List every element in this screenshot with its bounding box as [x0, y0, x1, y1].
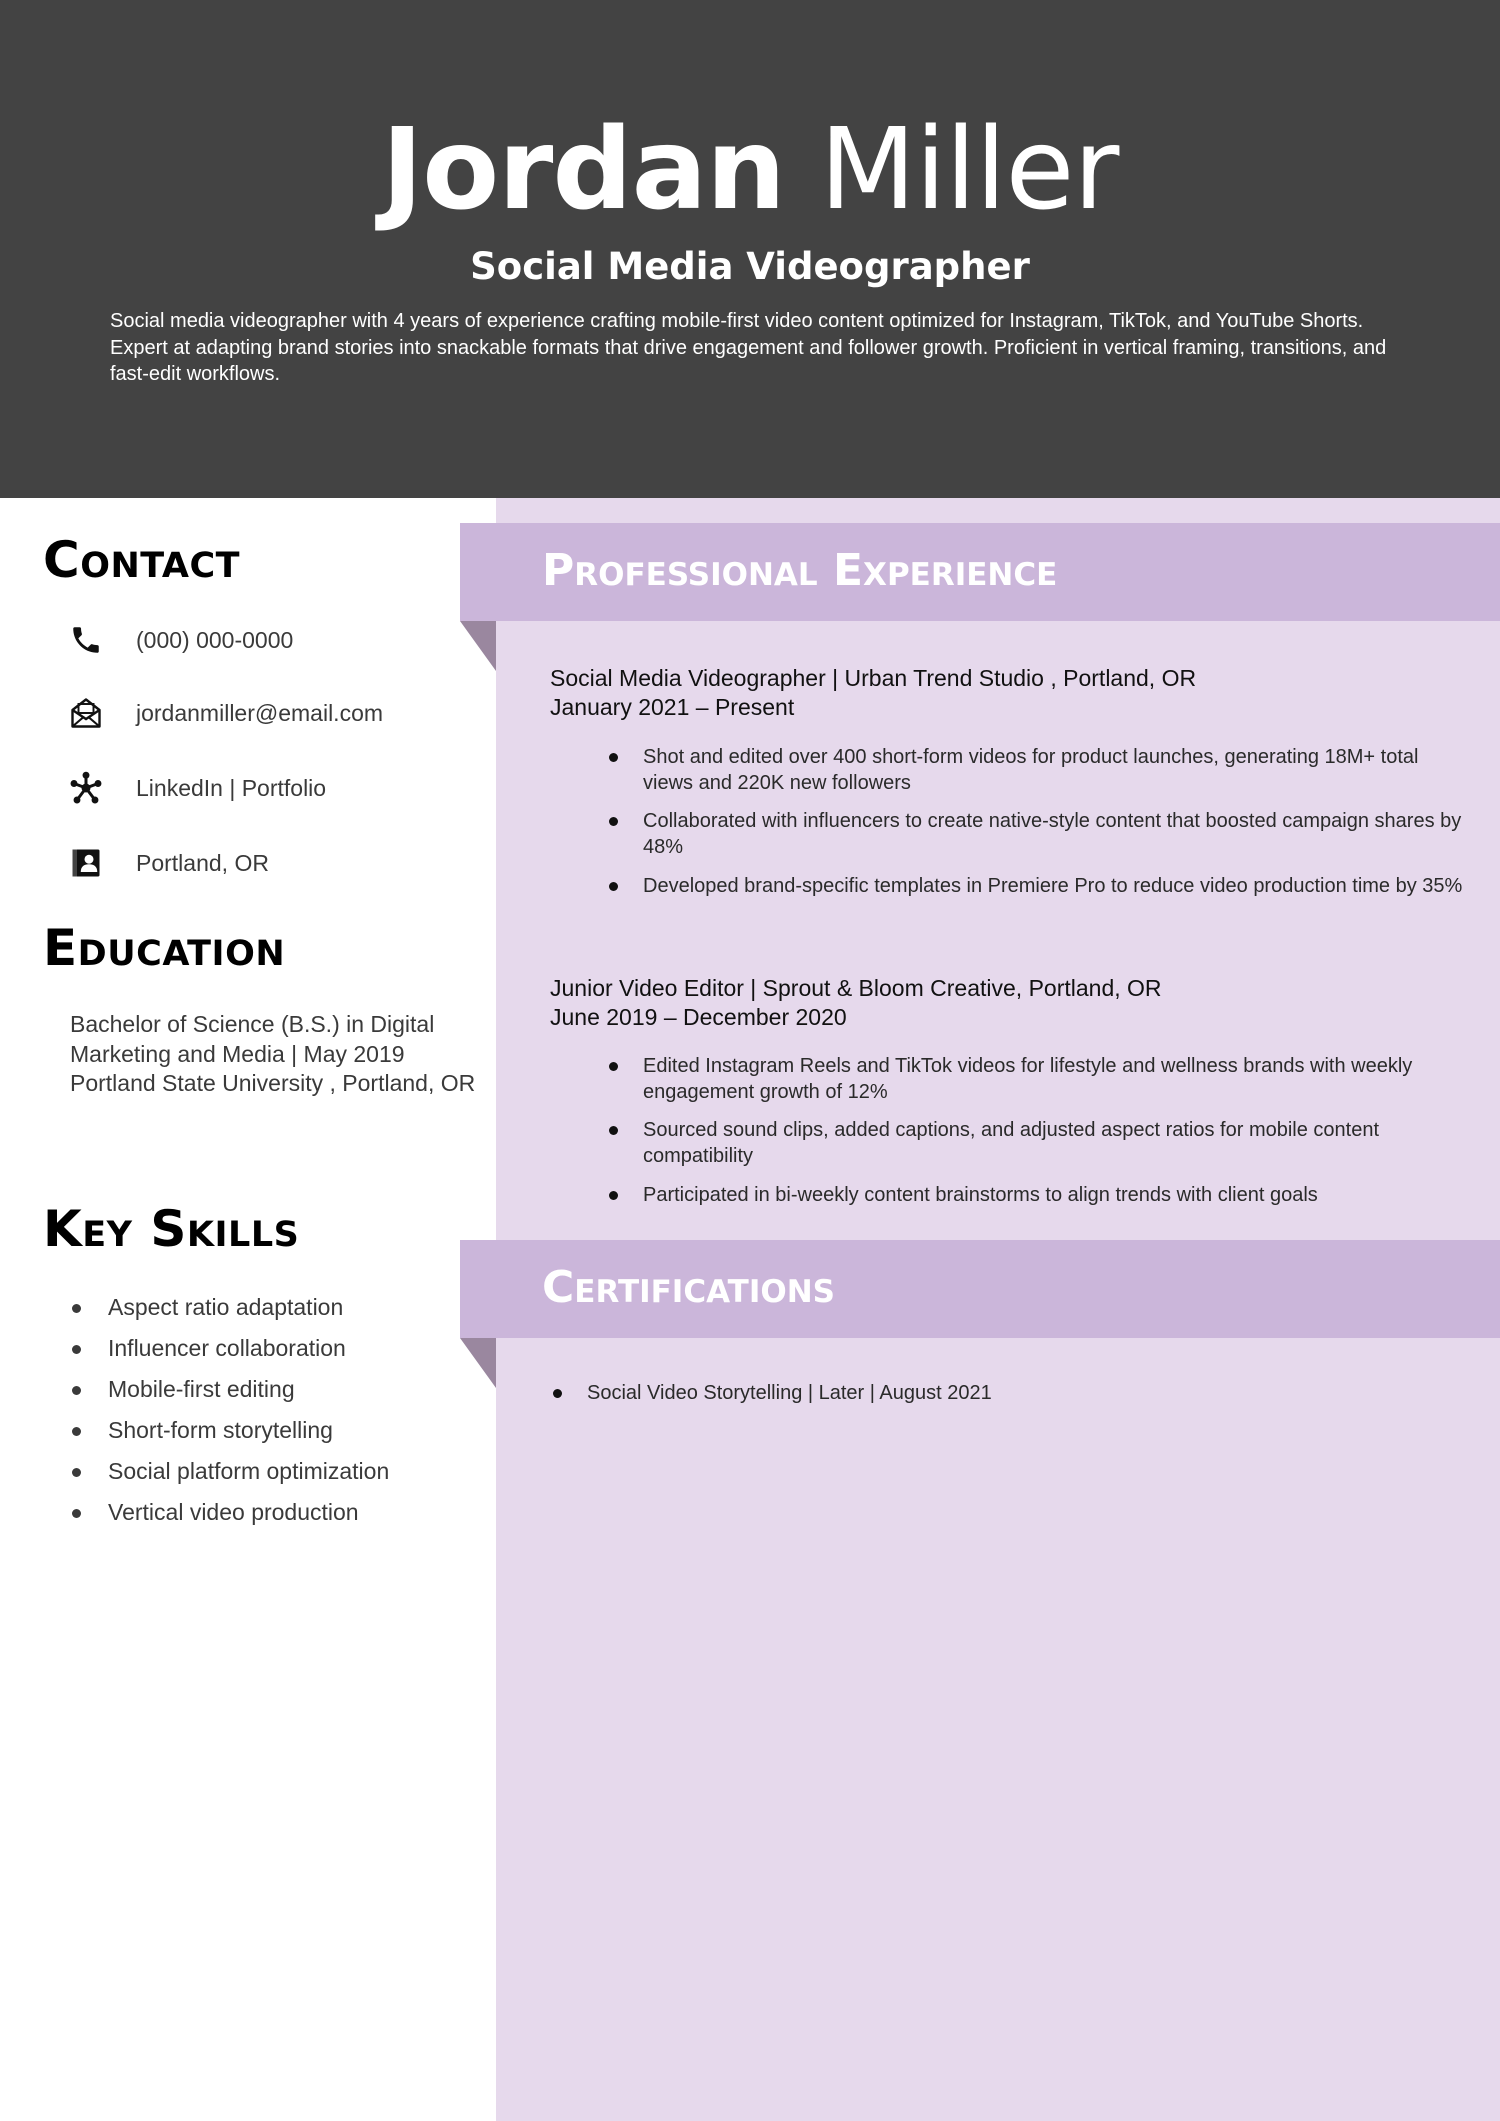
job-1-bullet: Shot and edited over 400 short-form videos for product launches, generating 18M+ total views and 220K new followers	[643, 744, 1463, 796]
contact-phone-text: (000) 000-0000	[136, 627, 294, 653]
job-2-dates: June 2019 – December 2020	[550, 1004, 847, 1030]
job-2-title: Junior Video Editor | Sprout & Bloom Creative, Portland, OR	[550, 975, 1162, 1001]
location-icon	[66, 843, 106, 883]
job-2-bullet: Edited Instagram Reels and TikTok videos for lifestyle and wellness brands with weekly engagement growth of 12%	[643, 1053, 1463, 1105]
job-1-title: Social Media Videographer | Urban Trend Studio , Portland, OR	[550, 665, 1197, 691]
contact-location-text: Portland, OR	[136, 850, 269, 876]
contact-heading: Contact	[43, 531, 241, 589]
contact-email	[66, 693, 384, 733]
education-school: Portland State University , Portland, OR	[70, 1070, 476, 1096]
contact-location	[66, 843, 269, 883]
skill-item: Vertical video production	[70, 1492, 389, 1533]
job-1-bullet: Developed brand-specific templates in Premiere Pro to reduce video production time by 35%	[643, 875, 1463, 897]
contact-email-text: jordanmiller@email.com	[136, 700, 384, 726]
skills-heading: Key Skills	[43, 1200, 300, 1258]
job-2-bullet: Participated in bi-weekly content brainstorms to align trends with client goals	[643, 1182, 1463, 1208]
skills-list	[70, 1287, 389, 1533]
summary-paragraph: Social media videographer with 4 years of experience crafting mobile-first video content optimized for Instagram, TikTok, and YouTube Shorts. Expert at adapting brand stories into snackable formats that drive engagement and follower growth. Proficient in vertical framing, transitions, and fast-edit workflows.	[110, 310, 1387, 385]
skill-item: Short-form storytelling	[70, 1410, 389, 1451]
last-name: Miller	[819, 105, 1119, 235]
header-banner	[0, 0, 1500, 498]
education-degree: Bachelor of Science (B.S.) in Digital Marketing and Media | May 2019	[70, 1011, 435, 1067]
job-2-bullet: Sourced sound clips, added captions, and adjusted aspect ratios for mobile content compatibility	[643, 1117, 1463, 1169]
email-icon	[66, 693, 106, 733]
job-1-bullet: Collaborated with influencers to create native-style content that boosted campaign shares by 48%	[643, 810, 1462, 858]
network-icon	[66, 768, 106, 808]
job-1-dates: January 2021 – Present	[550, 694, 795, 720]
skill-item: Influencer collaboration	[70, 1328, 389, 1369]
certifications-heading: Certifications	[542, 1262, 835, 1313]
skill-item: Mobile-first editing	[70, 1369, 389, 1410]
contact-phone	[66, 620, 294, 660]
candidate-name	[0, 100, 1500, 240]
certification-item: Social Video Storytelling | Later | August 2021	[587, 1382, 992, 1404]
experience-banner	[460, 523, 1500, 621]
certifications-banner-fold	[460, 1338, 496, 1388]
skill-item: Social platform optimization	[70, 1451, 389, 1492]
phone-icon	[66, 620, 106, 660]
experience-heading: Professional Experience	[542, 545, 1058, 596]
first-name: Jordan	[381, 105, 785, 235]
contact-links-text: LinkedIn | Portfolio	[136, 775, 327, 801]
certifications-banner	[460, 1240, 1500, 1338]
education-entry	[70, 1010, 480, 1099]
experience-banner-fold	[460, 621, 496, 671]
job-title: Social Media Videographer	[470, 245, 1030, 288]
contact-links	[66, 768, 327, 808]
skill-item: Aspect ratio adaptation	[70, 1287, 389, 1328]
education-heading: Education	[43, 919, 286, 977]
